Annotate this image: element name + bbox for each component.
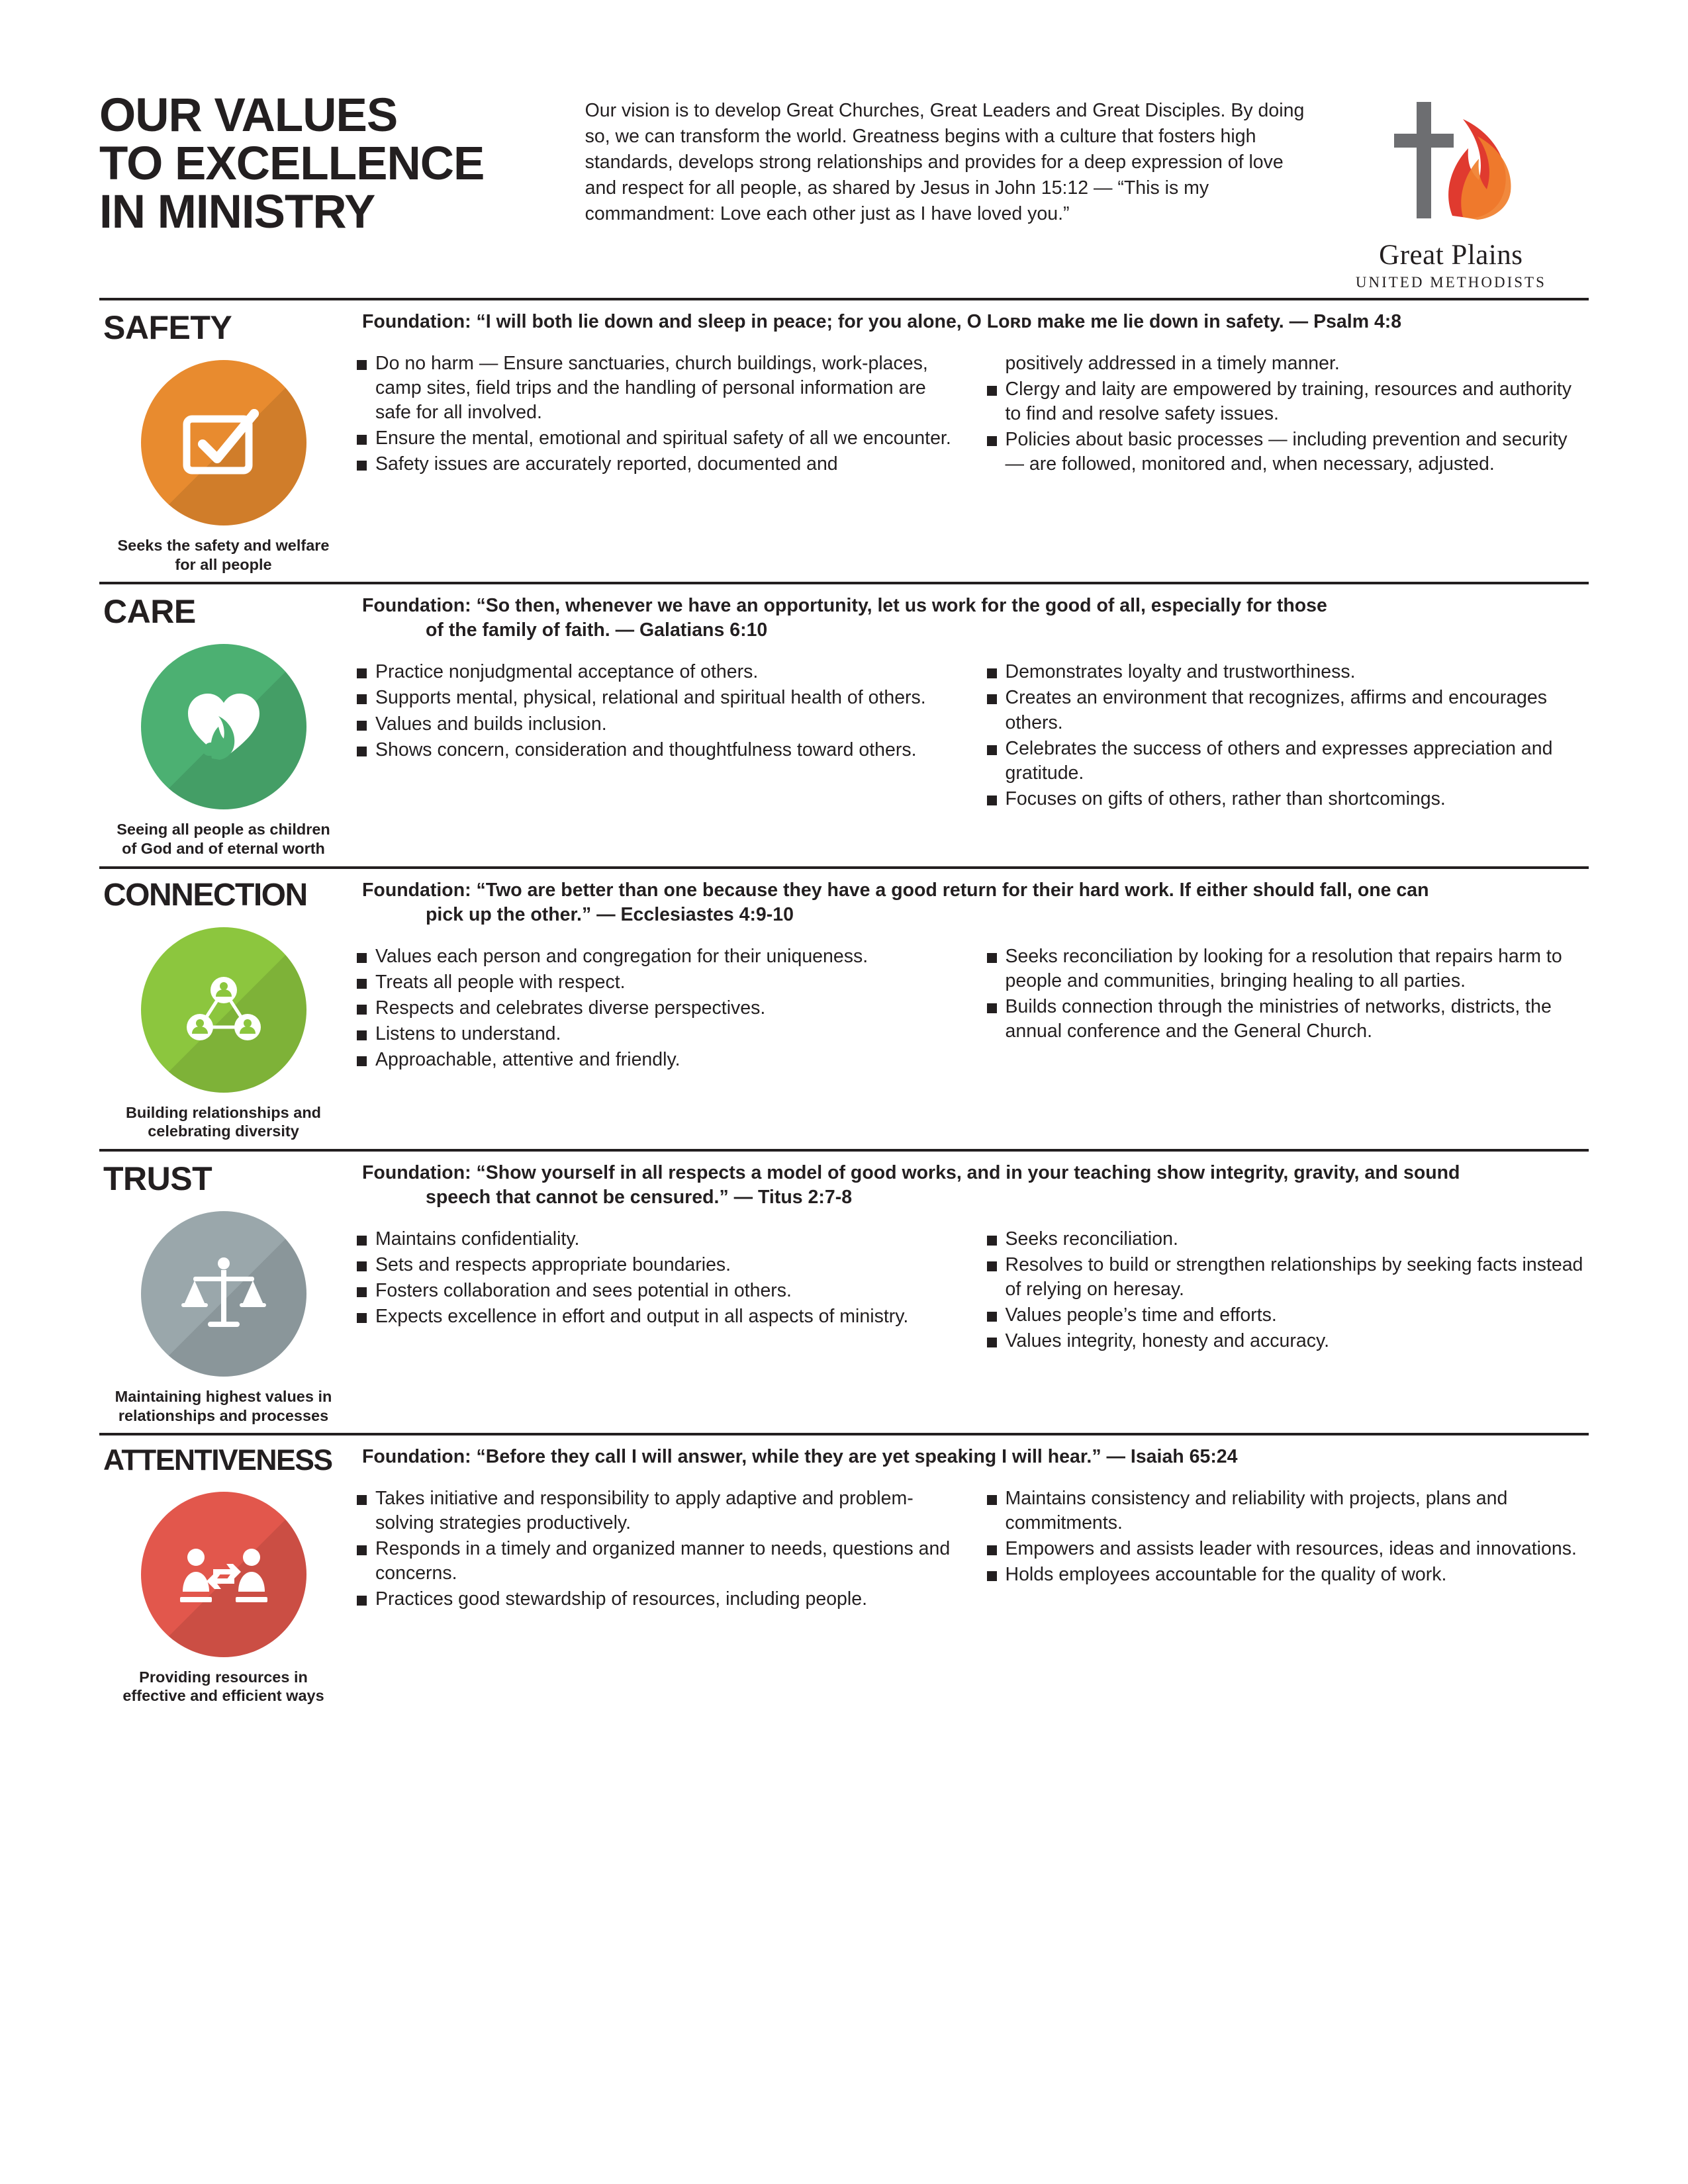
list-item: Practice nonjudgmental acceptance of others. [355,660,959,684]
value-title-connection: CONNECTION [103,877,307,913]
vision-statement [572,79,1313,227]
connection-foundation-main: Foundation: “Two are better than one because they have a good return for their hard work. If either should fall, one can [362,879,1429,901]
connection-foundation-indent: pick up the other.” — Ecclesiastes 4:9-10 [426,903,794,925]
trust-icon-wrap [141,1211,306,1377]
care-right-column [348,594,1589,858]
list-item: Values and builds inclusion. [355,712,959,737]
attentiveness-foundation-main: Foundation: “Before they call I will answer, while they are yet speaking I will hear.” — Isaiah 65:24 [362,1446,1238,1468]
list-item: Values integrity, honesty and accuracy. [986,1329,1589,1353]
check-clipboard-icon [141,360,306,525]
heart-hand-icon [141,644,306,809]
title-line-3: IN MINISTRY [99,186,375,239]
list-item: Takes initiative and responsibility to apply adaptive and problem-solving strategies productively. [355,1486,959,1535]
list-item: Clergy and laity are empowered by training, resources and authority to find and resolve safety issues. [986,377,1589,426]
safety-left-column [99,310,348,574]
poster-header [99,79,1589,298]
value-title-attentiveness: ATTENTIVENESS [103,1444,332,1477]
list-item: Respects and celebrates diverse perspectives. [355,996,959,1021]
safety-bullets [355,351,1589,478]
attentiveness-icon-wrap [141,1492,306,1657]
list-item: positively addressed in a timely manner. [1005,353,1340,375]
value-title-trust: TRUST [103,1160,212,1197]
list-item: Values each person and congregation for their uniqueness. [355,944,959,969]
safety-foundation [355,310,1589,334]
list-item: Focuses on gifts of others, rather than shortcomings. [986,787,1589,811]
vision-text: Our vision is to develop Great Churches, Great Leaders and Great Disciples. By doing so, we can transform the world. Greatness begins with a culture that fosters high standards, develops strong relationships and provides for a deep expression of love and respect for all people, as shared by Jesus in John 15:12 — “This is my commandment: Love each other just as I have loved you.” [585,100,1305,225]
connection-caption: Building relationships and celebrating diversity [125,1103,322,1140]
value-title-care: CARE [103,593,196,631]
trust-bullets [355,1227,1589,1355]
title-line-2: TO EXCELLENCE [99,138,485,191]
safety-bullets-left [355,351,959,478]
list-item: Maintains consistency and reliability with projects, plans and commitments. [986,1486,1589,1535]
network-people-icon [141,927,306,1093]
safety-foundation-main: Foundation: “I will both lie down and sleep in peace; for you alone, O Lᴏʀᴅ make me lie down in safety. — Psalm 4:8 [362,311,1402,332]
section-connection [99,869,1589,1149]
logo-name: Great Plains [1379,240,1523,271]
attentiveness-foundation [355,1445,1589,1469]
list-item: Demonstrates loyalty and trustworthiness. [986,660,1589,684]
section-safety [99,300,1589,582]
care-caption: Seeing all people as children of God and of eternal worth [117,821,330,857]
list-item: Supports mental, physical, relational and spiritual health of others. [355,686,959,710]
page-title [99,79,572,239]
connection-left-column [99,878,348,1141]
safety-bullets-right [986,351,1589,478]
connection-bullets-left [355,944,959,1073]
trust-foundation-main: Foundation: “Show yourself in all respects a model of good works, and in your teaching show integrity, gravity, and sound [362,1161,1460,1183]
care-bullets-left [355,660,959,812]
trust-left-column [99,1161,348,1425]
list-item: Empowers and assists leader with resources, ideas and innovations. [986,1537,1589,1561]
list-item: Sets and respects appropriate boundaries. [355,1253,959,1277]
list-item: Expects excellence in effort and output in all aspects of ministry. [355,1304,959,1329]
section-attentiveness [99,1435,1589,1713]
list-item: Builds connection through the ministries of networks, districts, the annual conference and the General Church. [986,995,1589,1044]
care-left-column [99,594,348,858]
safety-icon-wrap [141,360,306,525]
title-line-1: OUR VALUES [99,89,398,142]
trust-right-column [348,1161,1589,1425]
attentiveness-bullets-left [355,1486,959,1613]
list-item: Fosters collaboration and sees potential in others. [355,1279,959,1303]
care-foundation [355,594,1589,643]
connection-right-column [348,878,1589,1141]
list-item: Seeks reconciliation by looking for a resolution that repairs harm to people and communities, bringing healing to all parties. [986,944,1589,993]
list-item: Policies about basic processes — including prevention and security — are followed, monitored and, when necessary, adjusted. [986,428,1589,477]
attentiveness-left-column [99,1445,348,1706]
list-item: Values people’s time and efforts. [986,1303,1589,1328]
scales-balance-icon [141,1211,306,1377]
connection-icon-wrap [141,927,306,1093]
organization-logo [1313,79,1589,291]
section-trust [99,1152,1589,1433]
list-item: Approachable, attentive and friendly. [355,1048,959,1072]
trust-caption: Maintaining highest values in relationships and processes [115,1387,332,1424]
trust-foundation-indent: speech that cannot be censured.” — Titus 2:7-8 [426,1186,853,1208]
list-item: Holds employees accountable for the quality of work. [986,1563,1589,1587]
attentiveness-bullets-right [986,1486,1589,1613]
trust-bullets-left [355,1227,959,1355]
list-item: Resolves to build or strengthen relationships by seeking facts instead of relying on heresay. [986,1253,1589,1302]
trust-bullets-right [986,1227,1589,1355]
connection-bullets-right [986,944,1589,1073]
list-item: Ensure the mental, emotional and spiritual safety of all we encounter. [355,426,959,451]
list-item: Treats all people with respect. [355,970,959,995]
list-item: Maintains confidentiality. [355,1227,959,1251]
list-item: Listens to understand. [355,1022,959,1046]
safety-right-column [348,310,1589,574]
safety-caption: Seeks the safety and welfare for all people [117,537,330,573]
section-care [99,584,1589,866]
logo-subtitle: UNITED METHODISTS [1355,274,1546,291]
cross-and-flame-icon [1380,93,1522,235]
care-bullets-right [986,660,1589,812]
list-item: Celebrates the success of others and expresses appreciation and gratitude. [986,737,1589,786]
connection-bullets [355,944,1589,1073]
value-title-safety: SAFETY [103,309,232,346]
list-item: Do no harm — Ensure sanctuaries, church buildings, work-places, camp sites, field trips and the handling of personal information are safe for all involved. [355,351,959,425]
attentiveness-bullets [355,1486,1589,1613]
list-item: Safety issues are accurately reported, documented and [355,452,959,477]
list-item: Seeks reconciliation. [986,1227,1589,1251]
list-item: Practices good stewardship of resources, including people. [355,1587,959,1612]
list-item: Responds in a timely and organized manner to needs, questions and concerns. [355,1537,959,1586]
care-foundation-main: Foundation: “So then, whenever we have an opportunity, let us work for the good of all, especially for those [362,595,1327,617]
care-foundation-indent: of the family of faith. — Galatians 6:10 [426,619,768,641]
attentiveness-caption: Providing resources in effective and efficient ways [122,1668,324,1705]
attentiveness-right-column [348,1445,1589,1706]
list-item: Shows concern, consideration and thoughtfulness toward others. [355,738,959,762]
connection-foundation [355,878,1589,927]
care-bullets [355,660,1589,812]
people-exchange-icon [141,1492,306,1657]
list-item: Creates an environment that recognizes, affirms and encourages others. [986,686,1589,735]
trust-foundation [355,1161,1589,1210]
care-icon-wrap [141,644,306,809]
